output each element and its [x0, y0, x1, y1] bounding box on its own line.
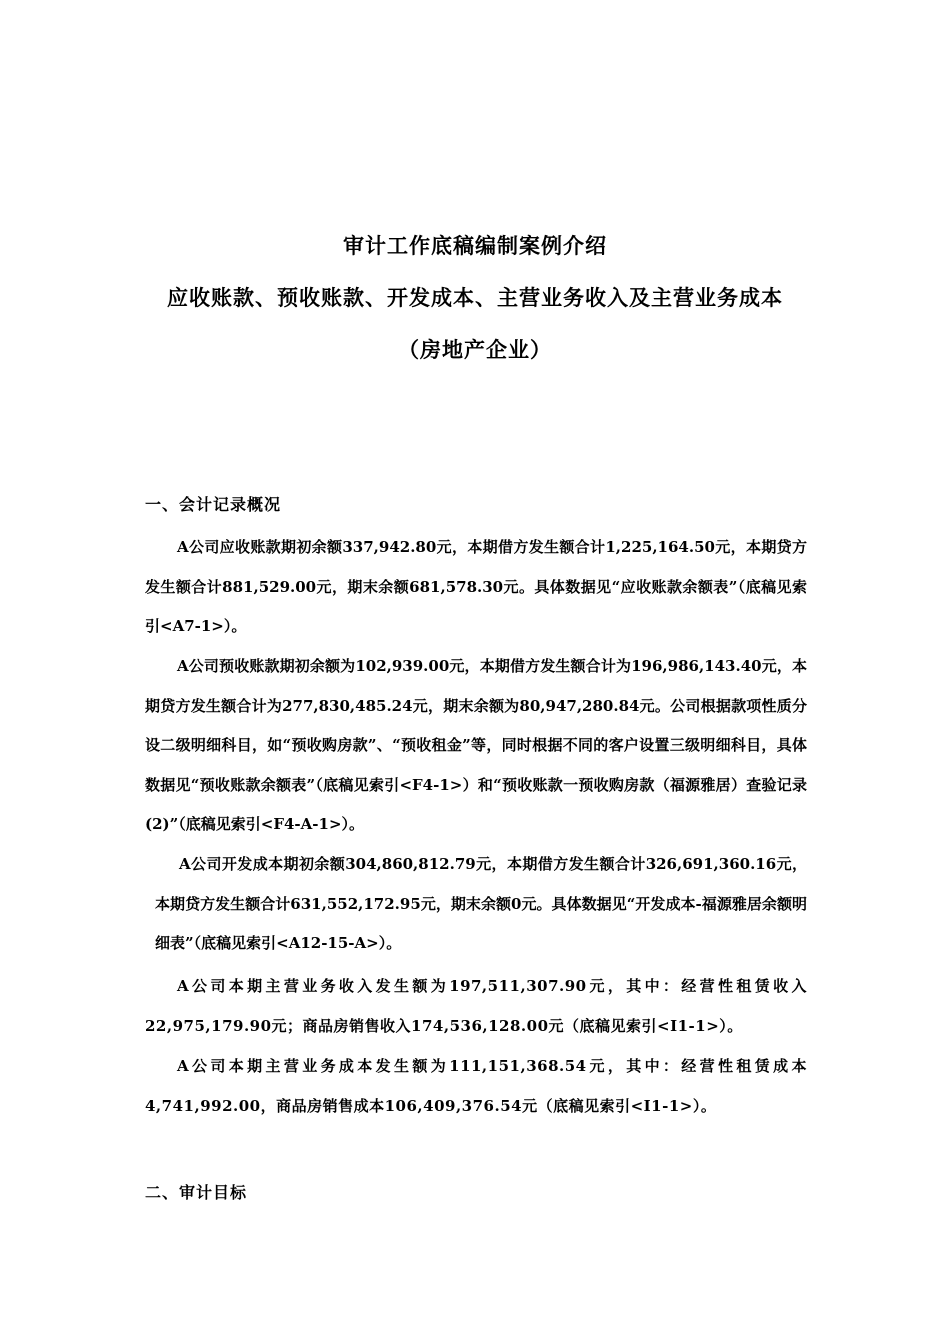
section-heading-accounting-overview: 一、会计记录概况 [145, 495, 282, 514]
paragraph-advance-receipts: A公司预收账款期初余额为102,939.00元，本期借方发生额合计为196,986,143.40元，本期贷方发生额合计为277,830,485.24元，期末余额为80,947,280.84元。公司根据款项性质分设二级明细科目，如“预收购房款”、“预收租金”等，同时根据不同的客户设置三级明细科目，具体数据见“预收账款余额表”（底稿见索引<F4-1>）和“预收账款一预收购房款（福源雅居）查验记录(2)”（底稿见索引<F4-A-1>）。 [145, 657, 807, 833]
document-subtitle-industry: （房地产企业） [398, 337, 552, 362]
paragraph-main-business-revenue: A公司本期主营业务收入发生额为197,511,307.90元，其中：经营性租赁收入22,975,179.90元；商品房销售收入174,536,128.00元（底稿见索引<I1-1>）。 [145, 977, 807, 1035]
document-title: 审计工作底稿编制案例介绍 [343, 233, 607, 258]
paragraph-main-business-cost: A公司本期主营业务成本发生额为111,151,368.54元，其中：经营性租赁成本4,741,992.00，商品房销售成本106,409,376.54元（底稿见索引<I1-1>）。 [145, 1057, 807, 1115]
document-subtitle: 应收账款、预收账款、开发成本、主营业务收入及主营业务成本 [167, 285, 783, 310]
document-title-block [0, 220, 950, 376]
paragraph-accounts-receivable: A公司应收账款期初余额337,942.80元，本期借方发生额合计1,225,164.50元，本期贷方发生额合计881,529.00元，期末余额681,578.30元。具体数据见“应收账款余额表”（底稿见索引<A7-1>）。 [145, 538, 807, 635]
paragraph-development-cost: A公司开发成本期初余额304,860,812.79元，本期借方发生额合计326,691,360.16元，本期贷方发生额合计631,552,172.95元，期末余额0元。具体数据见“开发成本-福源雅居余额明细表”（底稿见索引<A12-15-A>）。 [155, 855, 807, 952]
section-heading-audit-objectives: 二、审计目标 [145, 1183, 248, 1202]
